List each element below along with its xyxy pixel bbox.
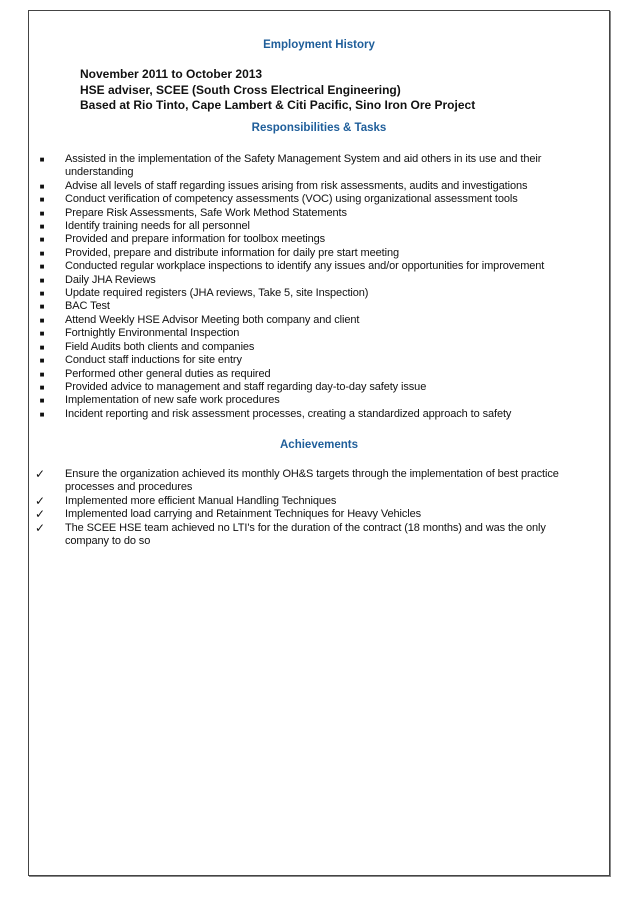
list-item: ■ Prepare Risk Assessments, Safe Work Method Statements [30,207,590,220]
job-location: Based at Rio Tinto, Cape Lambert & Citi Pacific, Sino Iron Ore Project [80,98,476,112]
employment-history-heading: Employment History [263,39,375,51]
list-item: ■ Implementation of new safe work procedures [30,394,590,407]
list-item: ■ Identify training needs for all personnel [30,220,590,233]
square-bullet-icon: ■ [39,356,45,366]
list-item: ■ Provided and prepare information for toolbox meetings [30,233,590,246]
list-item: ■ Update required registers (JHA reviews, Take 5, site Inspection) [30,287,590,300]
square-bullet-icon: ■ [39,342,45,352]
list-item: ■ Conduct staff inductions for site entry [30,354,590,367]
list-item: ■ BAC Test [30,300,590,313]
responsibilities-list [30,153,590,421]
list-item: ■ Provided, prepare and distribute information for daily pre start meeting [30,247,590,260]
list-item: ■ Field Audits both clients and companies [30,341,590,354]
list-item: ■ Attend Weekly HSE Advisor Meeting both company and client [30,314,590,327]
list-item: ■ Incident reporting and risk assessment processes, creating a standardized approach to safety [30,408,590,421]
checkmark-icon: ✓ [35,467,45,481]
square-bullet-icon: ■ [39,181,45,191]
achievements-heading: Achievements [280,439,358,451]
list-item: ✓ Ensure the organization achieved its monthly OH&S targets through the implementation of best practice processes and procedures [30,468,590,495]
square-bullet-icon: ■ [39,208,45,218]
list-item: ✓ The SCEE HSE team achieved no LTI's for the duration of the contract (18 months) and was the only company to do so [30,522,590,549]
list-item: ■ Fortnightly Environmental Inspection [30,327,590,340]
job-dates: November 2011 to October 2013 [80,67,263,81]
square-bullet-icon: ■ [39,222,45,232]
square-bullet-icon: ■ [39,275,45,285]
job-details [80,67,475,114]
square-bullet-icon: ■ [39,329,45,339]
square-bullet-icon: ■ [39,396,45,406]
list-item: ■ Assisted in the implementation of the Safety Management System and aid others in its use and their understanding [30,153,590,180]
square-bullet-icon: ■ [39,289,45,299]
square-bullet-icon: ■ [39,248,45,258]
checkmark-icon: ✓ [35,520,45,535]
square-bullet-icon: ■ [39,382,45,392]
list-item: ■ Provided advice to management and staff regarding day-to-day safety issue [30,381,590,394]
square-bullet-icon: ■ [39,315,45,325]
square-bullet-icon: ■ [39,302,45,312]
square-bullet-icon: ■ [39,262,45,272]
square-bullet-icon: ■ [39,155,45,164]
responsibilities-heading: Responsibilities & Tasks [251,122,387,134]
list-item: ✓ Implemented more efficient Manual Handling Techniques [30,495,590,508]
square-bullet-icon: ■ [39,369,45,379]
list-item: ■ Conduct verification of competency assessments (VOC) using organizational assessment tools [30,193,590,206]
square-bullet-icon: ■ [39,195,45,205]
achievements-list [30,468,590,548]
list-item: ■ Advise all levels of staff regarding issues arising from risk assessments, audits and investigations [30,180,590,193]
square-bullet-icon: ■ [39,409,45,419]
square-bullet-icon: ■ [39,235,45,245]
list-item: ■ Performed other general duties as required [30,368,590,381]
checkmark-icon: ✓ [35,493,45,508]
list-item: ✓ Implemented load carrying and Retainment Techniques for Heavy Vehicles [30,508,590,521]
list-item: ■ Conducted regular workplace inspections to identify any issues and/or opportunities for improvement [30,260,590,273]
job-role: HSE adviser, SCEE (South Cross Electrical Engineering) [80,82,401,97]
checkmark-icon: ✓ [35,507,45,522]
list-item: ■ Daily JHA Reviews [30,274,590,287]
